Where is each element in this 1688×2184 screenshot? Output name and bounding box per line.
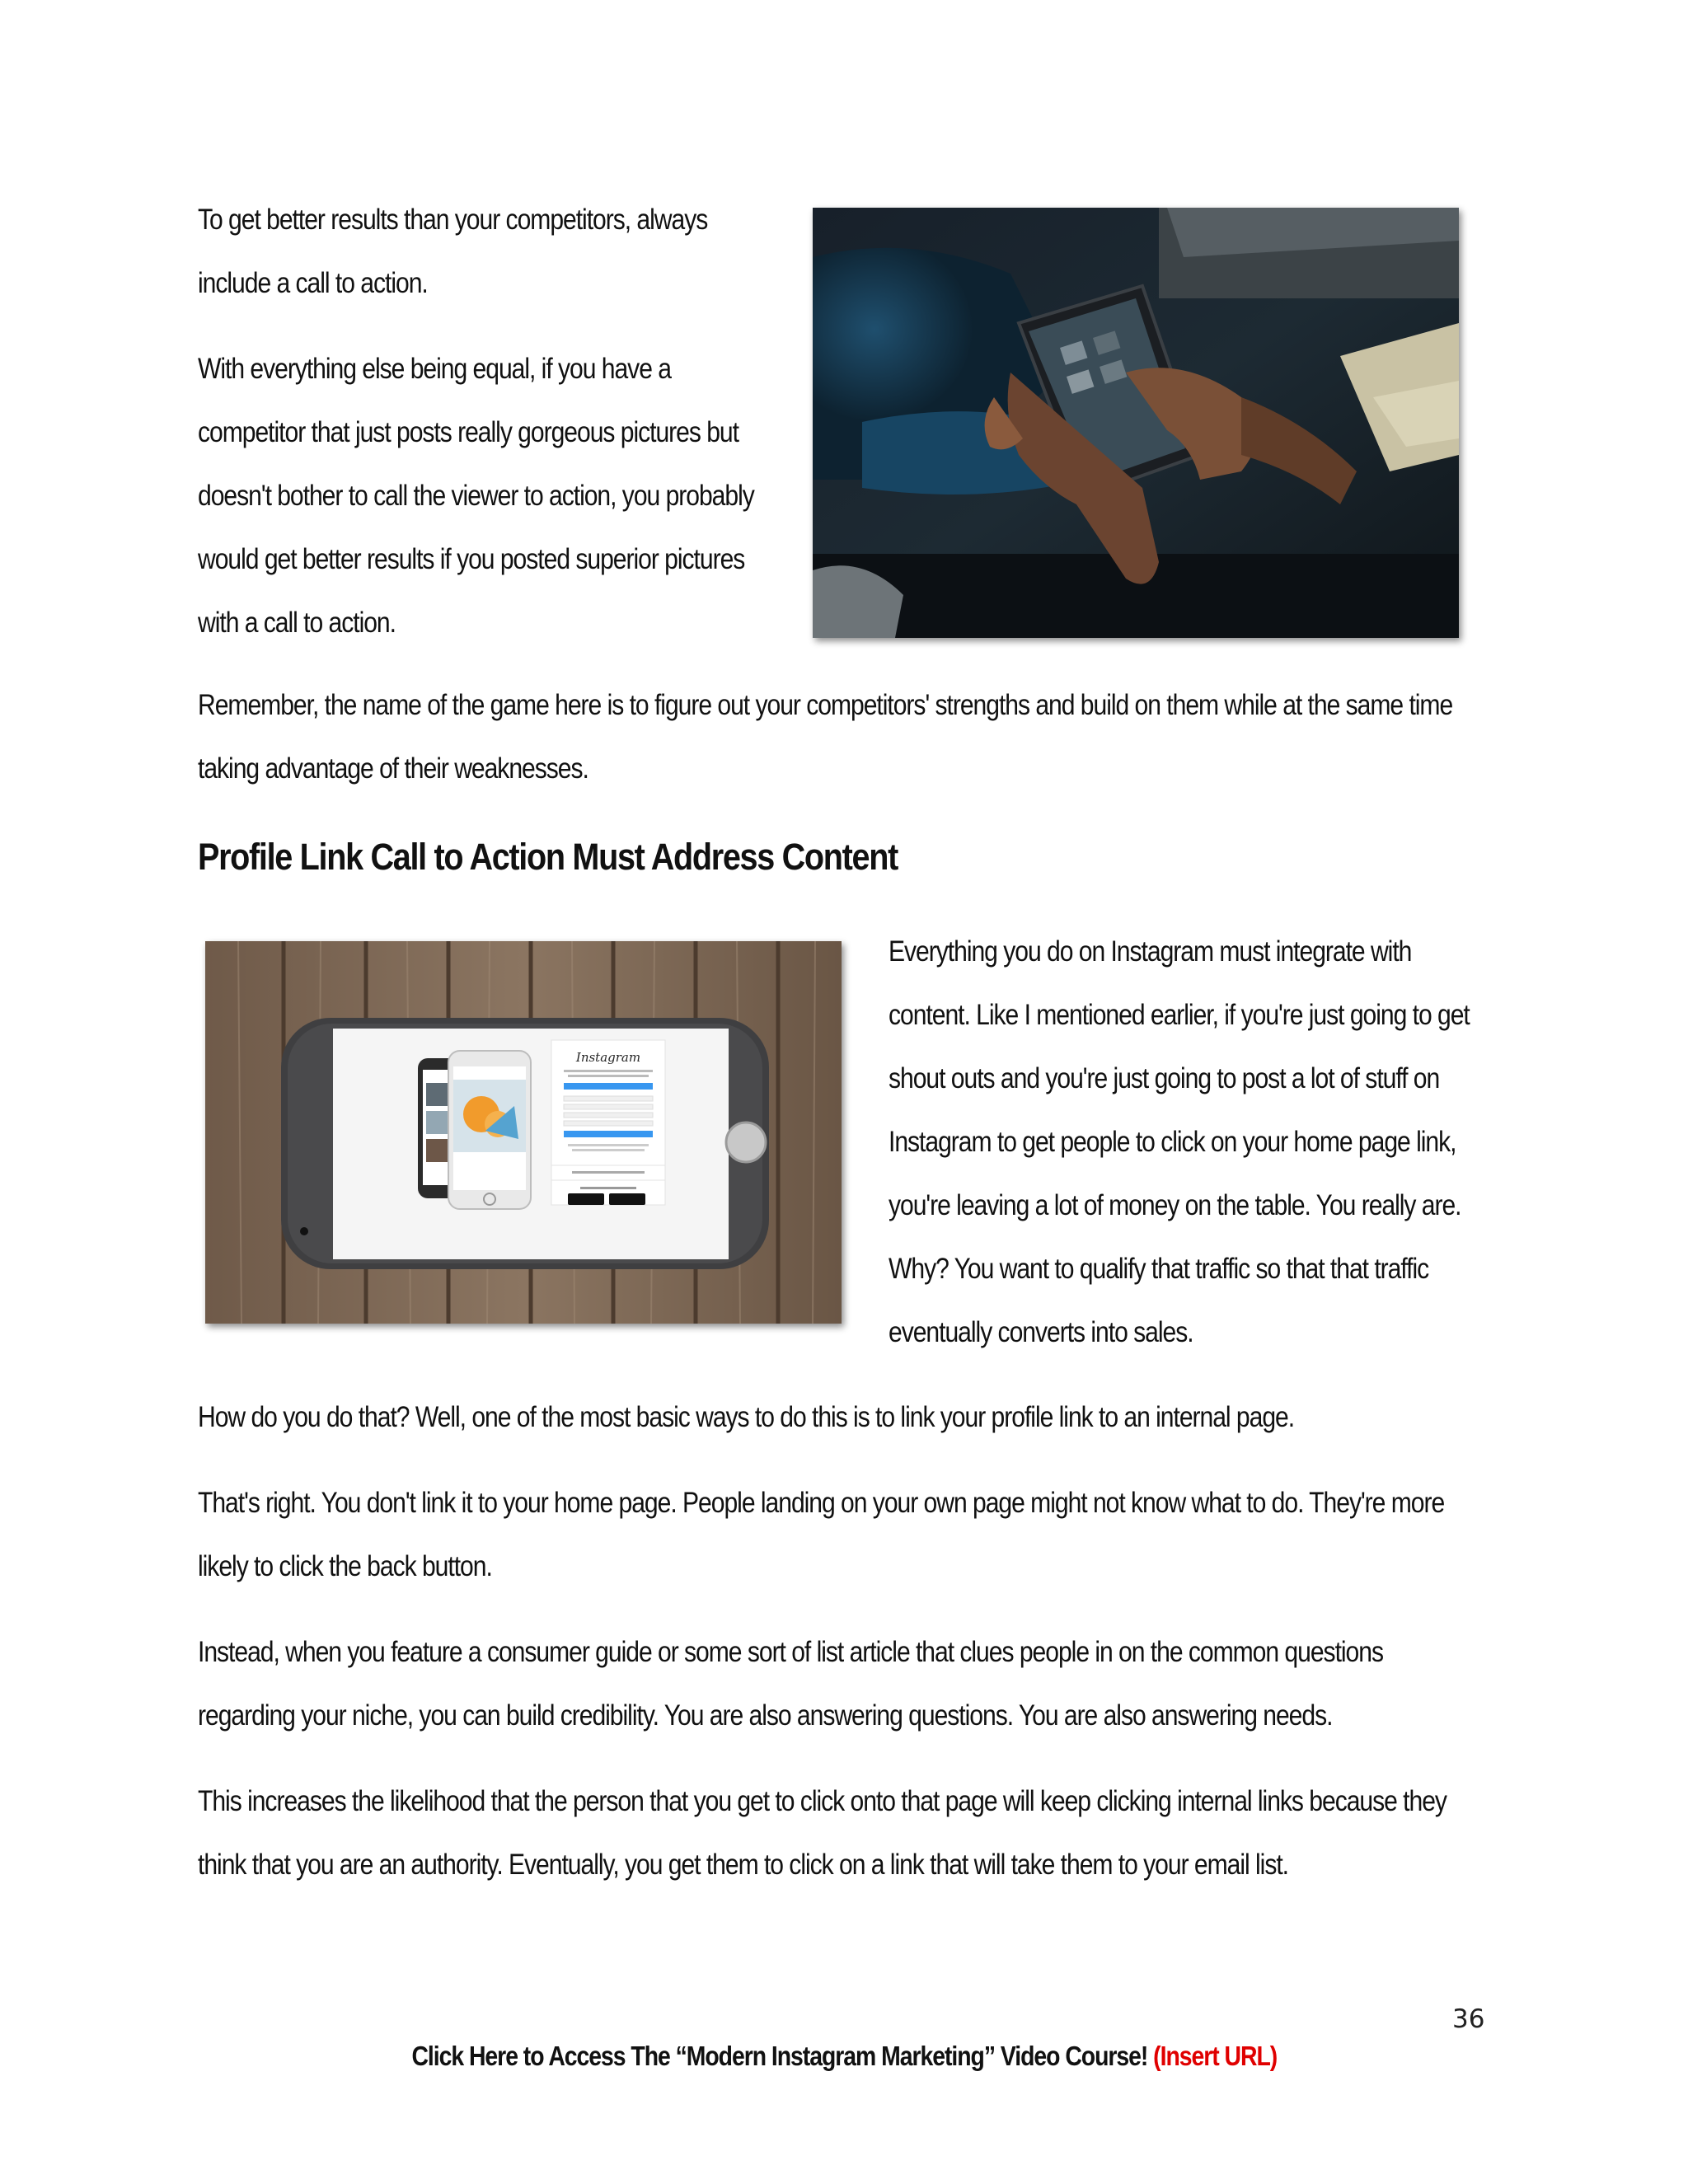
phone-in-hands-photo (813, 208, 1459, 638)
section-heading: Profile Link Call to Action Must Address Content (198, 836, 898, 878)
paragraph-authority: This increases the likelihood that the person that you get to click onto that page will keep clicking internal links because they think that you are an authority. Eventually, you get them to click on a link that will take them to your email list. (198, 1785, 1447, 1881)
paragraph-home-page: That's right. You don't link it to your home page. People landing on your own page might not know what to do. They're more likely to click the back button. (198, 1487, 1445, 1582)
footer-course-link[interactable]: Click Here to Access The “Modern Instagram Marketing” Video Course! (411, 2041, 1147, 2071)
paragraph-consumer-guide: Instead, when you feature a consumer guide or some sort of list article that clues people in on the common questions regarding your niche, you can build credibility. You are also answering questions. You are also answering needs. (198, 1636, 1384, 1732)
paragraph-integrate-content: Everything you do on Instagram must integrate with content. Like I mentioned earlier, if you're just going to get shout outs and you're just going to post a lot of stuff on Instagram to get people to click on your home page link, you're leaving a lot of money on the table. You really are. Why? You want to qualify that traffic so that that traffic eventually converts into sales. (889, 935, 1470, 1348)
page-number: 36 (1452, 2004, 1485, 2034)
paragraph-internal-page: How do you do that? Well, one of the most basic ways to do this is to link your profile link to an internal page. (198, 1401, 1295, 1433)
footer-insert-url[interactable]: (Insert URL) (1152, 2041, 1277, 2071)
paragraph-competitor-example: With everything else being equal, if you have a competitor that just posts really gorgeous pictures but doesn't bother to call the viewer to action, you probably would get better results if you posted superior pictures with a call to action. (198, 353, 754, 639)
footer-call-to-action (0, 2041, 1688, 2072)
instagram-logo-text: Instagram (575, 1050, 641, 1065)
phone-instagram-signup-photo (205, 941, 842, 1324)
paragraph-call-to-action: To get better results than your competitors, always include a call to action. (198, 204, 708, 299)
paragraph-strengths-weaknesses: Remember, the name of the game here is to figure out your competitors' strengths and build on them while at the same time taking advantage of their weaknesses. (198, 689, 1453, 785)
